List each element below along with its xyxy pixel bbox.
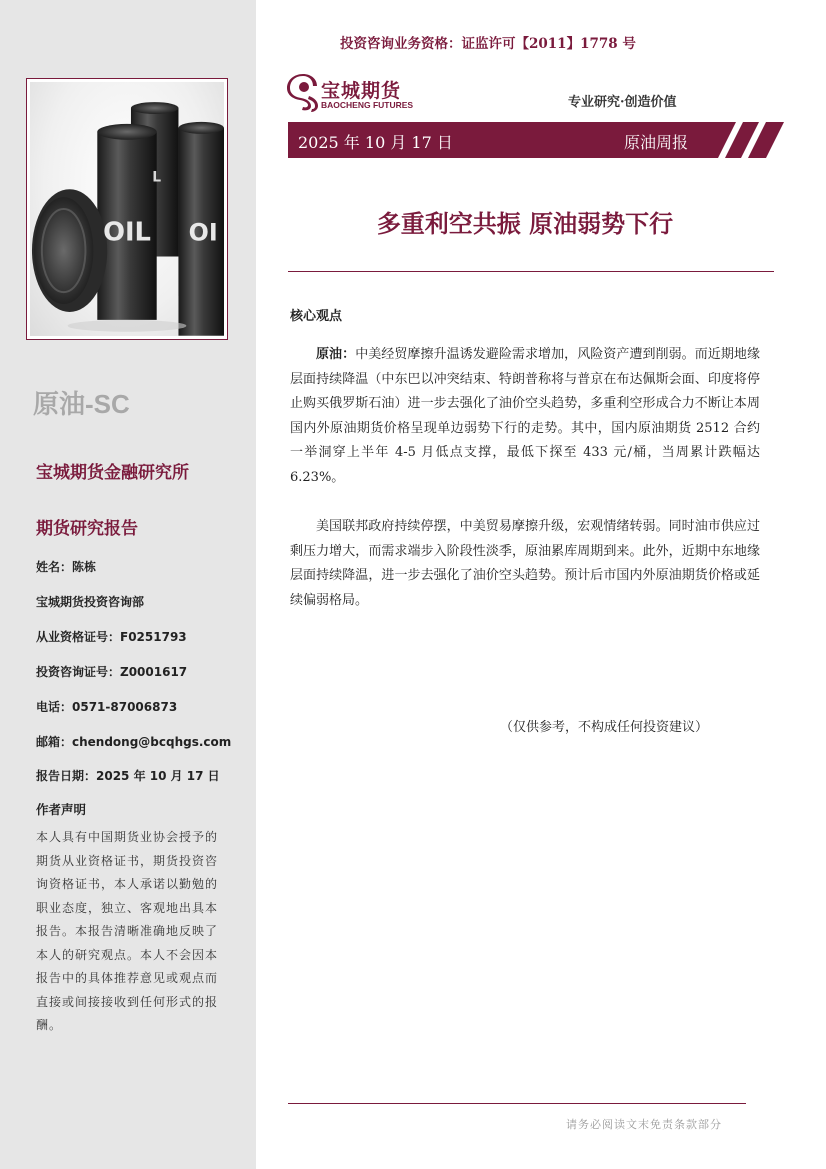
paragraph-1 <box>290 343 760 490</box>
report-date: 报告日期：2025 年 10 月 17 日 <box>36 769 220 783</box>
cover-photo-frame <box>26 78 228 340</box>
banner-date: 2025 年 10 月 17 日 <box>298 133 453 152</box>
logo-english: BAOCHENG FUTURES <box>321 100 414 110</box>
paragraph-2: 美国联邦政府持续停摆，中美贸易摩擦升级，宏观情绪转弱。同时油市供应过剩压力增大，而需求端步入阶段性淡季，原油累库周期到来。此外，近期中东地缘层面持续降温，进一步去强化了油价空头趋势。预计后市国内外原油期货价格或延续偏弱格局。 <box>290 519 760 608</box>
svg-text:OIL: OIL <box>103 217 151 248</box>
logo-chinese: 宝城期货 <box>321 80 402 102</box>
consulting-number: 投资咨询证号：Z0001617 <box>36 665 188 679</box>
declaration-title: 作者声明 <box>36 802 87 817</box>
oil-barrels-image <box>30 82 224 336</box>
paragraph-1-text: 中美经贸摩擦升温诱发避险需求增加，风险资产遭到削弱。而近期地缘层面持续降温（中东巴以冲突结束、特朗普称将与普京在布达佩斯会面、印度将停止购买俄罗斯石油）进一步去强化了油价空头趋势，多重利空形成合力不断让本周国内外原油期货价格呈现单边弱势下行的走势。其中，国内原油期货 2512 合约一举洞穿上半年 4-5 月低点支撑，最低下探至 433 元/桶，当周累计跌幅达 6.23%。 <box>290 347 760 485</box>
page-title: 多重利空共振 原油弱势下行 <box>376 210 674 238</box>
footer-divider <box>288 1103 746 1104</box>
banner-report-kind: 原油周报 <box>624 133 689 152</box>
license-line: 投资咨询业务资格：证监许可【2011】1778 号 <box>340 36 636 52</box>
slogan: 专业研究·创造价值 <box>568 95 677 110</box>
svg-text:L: L <box>152 169 162 186</box>
svg-text:OI: OI <box>188 218 218 247</box>
footer-text: 请务必阅读文末免责条款部分 <box>566 1118 722 1131</box>
baocheng-logo-icon <box>287 74 319 112</box>
category-label: 原油-SC <box>33 389 130 419</box>
report-type: 期货研究报告 <box>36 519 138 539</box>
company-logo <box>287 74 427 114</box>
declaration-text: 本人具有中国期货业协会授予的期货从业资格证书，期货投资咨询资格证书，本人承诺以勤勉的职业态度，独立、客观地出具本报告。本报告清晰准确地反映了本人的研究观点。本人不会因本报告中的具体推荐意见或观点而直接或间接接收到任何形式的报酬。 <box>36 830 219 1032</box>
institute-name: 宝城期货金融研究所 <box>36 463 189 483</box>
section-title: 核心观点 <box>290 309 343 324</box>
qualification-number: 从业资格证号：F0251793 <box>36 630 187 644</box>
email: 邮箱：chendong@bcqhgs.com <box>36 735 232 749</box>
phone: 电话：0571-87006873 <box>36 700 178 714</box>
sidebar <box>0 0 256 1169</box>
disclaimer-note: （仅供参考，不构成任何投资建议） <box>500 720 709 735</box>
department: 宝城期货投资咨询部 <box>36 595 145 609</box>
author-name: 姓名：陈栋 <box>36 560 97 574</box>
title-divider <box>288 271 774 272</box>
lead-label: 原油： <box>316 347 356 362</box>
date-banner <box>288 122 784 158</box>
